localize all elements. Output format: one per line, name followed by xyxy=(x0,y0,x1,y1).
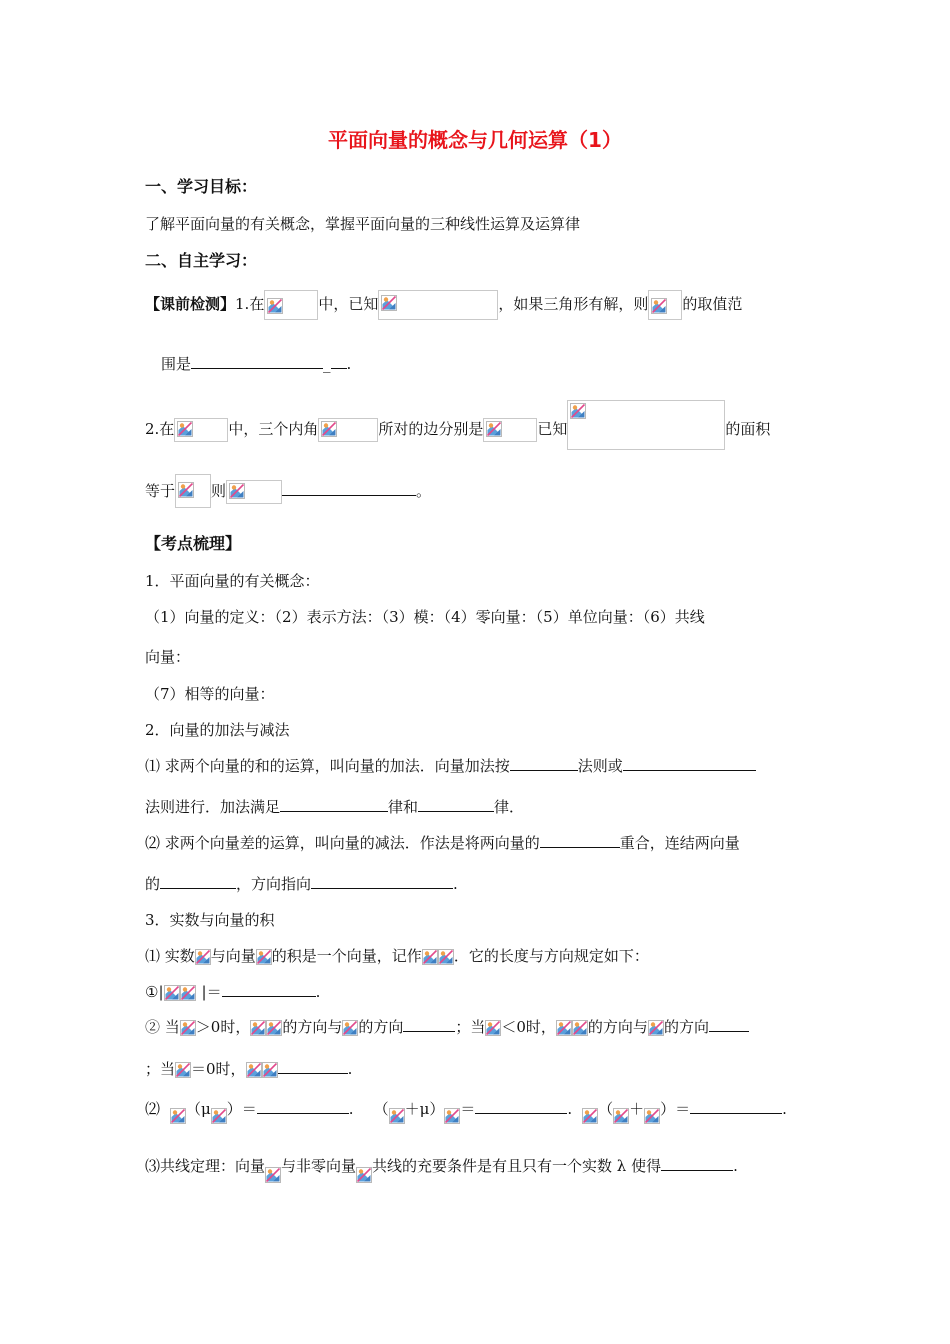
review-item-3-d: ；当 ＝0时， . xyxy=(145,1060,353,1078)
lambda-symbol-image xyxy=(164,985,180,1001)
broken-image-icon xyxy=(229,483,245,499)
answer-blank xyxy=(510,756,578,771)
question-2-line-2: 等于 则 。 xyxy=(145,474,431,508)
vector-a-image xyxy=(572,1020,588,1036)
question-2-line-1: 2.在 中，三个内角 所对的边分别是 已知 的面积 xyxy=(145,400,770,450)
vector-a-image xyxy=(613,1108,629,1124)
answer-blank xyxy=(540,833,620,848)
formula-image xyxy=(567,400,725,450)
lambda-symbol-image xyxy=(582,1108,598,1124)
answer-blank xyxy=(222,982,316,997)
answer-blank xyxy=(257,1099,349,1114)
answer-blank xyxy=(661,1156,733,1171)
page-title: 平面向量的概念与几何运算（1） xyxy=(328,128,622,152)
broken-image-icon xyxy=(486,421,502,437)
broken-image-icon xyxy=(321,421,337,437)
lambda-symbol-image xyxy=(485,1020,501,1036)
review-item-1-line-1: （1）向量的定义：（2）表示方法：（3）模：（4）零向量：（5）单位向量：（6）共线 xyxy=(145,608,705,626)
vector-a-image xyxy=(356,1167,372,1183)
answer-blank xyxy=(690,1099,782,1114)
section-heading-objectives: 一、学习目标： xyxy=(145,177,258,196)
vector-b-image xyxy=(644,1108,660,1124)
lambda-symbol-image xyxy=(250,1020,266,1036)
review-item-2-b-line-1: ⑵ 求两个向量差的运算，叫向量的减法．作法是将两向量的 重合，连结两向量 xyxy=(145,834,740,852)
lambda-symbol-image xyxy=(180,1020,196,1036)
check-label: 【课前检测】 xyxy=(145,295,236,313)
vector-b-image xyxy=(265,1167,281,1183)
formula-image xyxy=(648,290,682,320)
answer-blank xyxy=(191,354,323,369)
vector-a-image xyxy=(266,1020,282,1036)
lambda-symbol-image xyxy=(246,1062,262,1078)
answer-blank xyxy=(282,481,416,496)
answer-blank xyxy=(475,1099,567,1114)
broken-image-icon xyxy=(267,298,283,314)
formula-image xyxy=(378,290,498,320)
formula-image xyxy=(483,418,537,442)
review-item-1-line-3: （7）相等的向量： xyxy=(145,685,275,703)
question-1-line-2: 围是 _ . xyxy=(161,355,352,373)
broken-image-icon xyxy=(651,298,667,314)
formula-image xyxy=(226,480,282,504)
lambda-symbol-image xyxy=(422,949,438,965)
lambda-symbol-image xyxy=(170,1108,186,1124)
vector-a-image xyxy=(648,1020,664,1036)
broken-image-icon xyxy=(381,295,397,311)
broken-image-icon xyxy=(178,482,194,498)
lambda-symbol-image xyxy=(175,1062,191,1078)
formula-image xyxy=(174,418,228,442)
review-item-2-title: 2．向量的加法与减法 xyxy=(145,721,290,739)
question-1-line-1: 【课前检测】1.在 中，已知 ，如果三角形有解，则 的取值范 xyxy=(145,290,742,320)
formula-image xyxy=(175,474,211,508)
objectives-text: 了解平面向量的有关概念，掌握平面向量的三种线性运算及运算律 xyxy=(145,215,581,233)
answer-blank xyxy=(311,874,453,889)
broken-image-icon xyxy=(570,403,586,419)
vector-a-image xyxy=(211,1108,227,1124)
review-item-3-b: ①| |＝ . xyxy=(145,983,321,1001)
answer-blank xyxy=(278,1059,348,1074)
review-heading: 【考点梳理】 xyxy=(145,534,242,553)
answer-blank xyxy=(280,797,388,812)
review-item-1-title: 1．平面向量的有关概念： xyxy=(145,572,320,590)
review-item-3-f: ⑶共线定理：向量 与非零向量 共线的充要条件是有且只有一个实数 λ 使得 . xyxy=(145,1155,738,1183)
vector-a-image xyxy=(180,985,196,1001)
review-item-1-line-2: 向量： xyxy=(145,648,191,666)
answer-blank xyxy=(418,797,494,812)
vector-a-image xyxy=(256,949,272,965)
review-item-2-b-line-2: 的 ，方向指向 . xyxy=(145,875,458,893)
answer-blank xyxy=(160,874,236,889)
formula-image xyxy=(264,290,318,320)
review-item-3-e: ⑵ （μ ）＝ . （ ＋μ） ＝ . （ ＋ ）＝ . xyxy=(145,1098,787,1124)
answer-blank xyxy=(709,1017,749,1032)
vector-a-image xyxy=(262,1062,278,1078)
vector-a-image xyxy=(438,949,454,965)
formula-image xyxy=(318,418,378,442)
section-heading-self-study: 二、自主学习： xyxy=(145,251,258,270)
answer-blank xyxy=(623,756,756,771)
lambda-symbol-image xyxy=(556,1020,572,1036)
review-item-2-a-line-2: 法则进行．加法满足 律和 律． xyxy=(145,798,525,816)
vector-a-image xyxy=(444,1108,460,1124)
lambda-symbol-image xyxy=(195,949,211,965)
answer-blank xyxy=(403,1017,455,1032)
vector-a-image xyxy=(342,1020,358,1036)
review-item-2-a-line-1: ⑴ 求两个向量的和的运算，叫向量的加法．向量加法按 法则或 xyxy=(145,755,756,777)
broken-image-icon xyxy=(177,421,193,437)
answer-blank xyxy=(331,354,347,369)
lambda-symbol-image xyxy=(389,1108,405,1124)
review-item-3-title: 3．实数与向量的积 xyxy=(145,911,275,929)
review-item-3-a: ⑴ 实数 与向量 的积是一个向量，记作 ．它的长度与方向规定如下： xyxy=(145,947,649,965)
review-item-3-c: ② 当 ＞0时， 的方向与 的方向 ；当 ＜0时， 的方向与 的方向 xyxy=(145,1016,749,1038)
